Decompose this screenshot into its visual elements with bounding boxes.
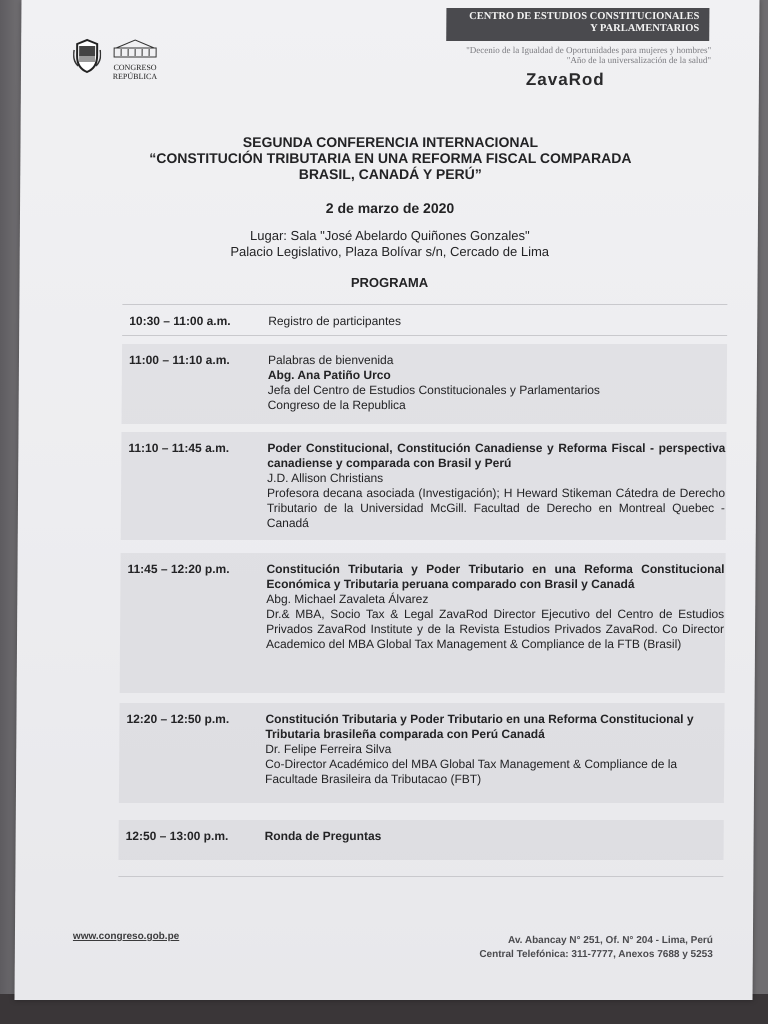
program-time: 12:50 – 13:00 p.m.	[125, 829, 229, 843]
document-page	[15, 0, 760, 1000]
session-title: Constitución Tributaria y Poder Tributario en una Reforma Constitucional y Tributaria brasileña comparada con Perú Canadá	[265, 712, 694, 741]
conference-title	[110, 134, 670, 182]
title-line3: BRASIL, CANADÁ Y PERÚ”	[298, 166, 482, 182]
program-line: Jefa del Centro de Estudios Constitucionales y Parlamentarios	[267, 383, 601, 397]
decenio-line2: "Año de la universalización de la salud"	[566, 55, 712, 65]
cecp-line1: CENTRO DE ESTUDIOS CONSTITUCIONALES	[469, 11, 700, 22]
program-row	[122, 305, 727, 333]
decenio-line1: "Decenio de la Igualdad de Oportunidades para mujeres y hombres"	[466, 45, 712, 55]
program-time: 10:30 – 11:00 a.m.	[129, 314, 231, 328]
footer-contact	[415, 934, 713, 962]
divider	[118, 876, 723, 877]
programa-heading: PROGRAMA	[350, 275, 429, 290]
program-details	[265, 712, 724, 787]
speaker-bio: Co-Director Académico del MBA Global Tax Management & Compliance de la Facultade Brasileira da Tributacao (FBT)	[265, 757, 678, 786]
program-line: Palabras de bienvenida	[267, 353, 394, 367]
footer-phone: Central Telefónica: 311-7777, Anexos 7688 y 5253	[479, 949, 713, 960]
speaker-name: Abg. Michael Zavaleta Álvarez	[266, 592, 429, 606]
zavarod-logo: ZavaRod	[525, 70, 605, 89]
program-row	[121, 432, 727, 540]
congreso-website-link[interactable]: www.congreso.gob.pe	[72, 931, 180, 942]
program-details	[268, 353, 726, 413]
program-row	[119, 703, 725, 803]
cecp-line2: Y PARLAMENTARIOS	[590, 23, 700, 34]
congreso-logo	[107, 38, 163, 81]
program-line: Registro de participantes	[268, 314, 402, 328]
session-title: Constitución Tributaria y Poder Tributario en una Reforma Constitucional Económica y Tributaria peruana comparado con Brasil y Canadá	[266, 562, 725, 591]
program-time: 12:20 – 12:50 p.m.	[126, 712, 230, 726]
program-details	[266, 562, 725, 652]
program-row	[118, 820, 723, 860]
peru-coat-of-arms-icon	[73, 38, 101, 74]
title-line1: SEGUNDA CONFERENCIA INTERNACIONAL	[242, 134, 539, 150]
program-details	[267, 441, 726, 531]
title-line2: “CONSTITUCIÓN TRIBUTARIA EN UNA REFORMA FISCAL COMPARADA	[149, 150, 632, 166]
program-row	[120, 553, 726, 693]
speaker-name: J.D. Allison Christians	[267, 471, 384, 485]
speaker-bio: Profesora decana asociada (Investigación); H Heward Stikeman Cátedra de Derecho Tributario de la Universidad McGill. Facultad de Derecho en Montreal Quebec - Canadá	[266, 486, 726, 530]
program-time: 11:10 – 11:45 a.m.	[128, 441, 230, 455]
program-row	[122, 344, 728, 424]
footer-address: Av. Abancay N° 251, Of. N° 204 - Lima, Perú	[507, 935, 713, 946]
program-details	[265, 829, 723, 844]
program-line: Congreso de la Republica	[267, 398, 406, 412]
divider	[122, 335, 727, 336]
program-time: 11:00 – 11:10 a.m.	[128, 353, 230, 367]
location-line1: Lugar: Sala "José Abelardo Quiñones Gonzales"	[250, 228, 530, 243]
program-details	[268, 314, 726, 329]
congreso-building-icon	[112, 38, 158, 58]
session-title: Ronda de Preguntas	[264, 829, 382, 843]
location-line2: Palacio Legislativo, Plaza Bolívar s/n, Cercado de Lima	[230, 244, 550, 259]
session-title: Poder Constitucional, Constitución Canadiense y Reforma Fiscal - perspectiva canadiense y comparada con Brasil y Perú	[267, 441, 726, 470]
program-time: 11:45 – 12:20 p.m.	[127, 562, 230, 576]
event-location	[110, 228, 670, 260]
speaker-name: Dr. Felipe Ferreira Silva	[265, 742, 392, 756]
event-date: 2 de marzo de 2020	[325, 200, 455, 216]
speaker-name: Abg. Ana Patiño Urco	[267, 368, 391, 382]
republica-word: REPÚBLICA	[112, 72, 158, 81]
decenio-slogan	[381, 45, 711, 65]
congreso-word: CONGRESO	[113, 63, 157, 72]
cecp-header-bar	[446, 8, 709, 41]
speaker-bio: Dr.& MBA, Socio Tax & Legal ZavaRod Director Ejecutivo del Centro de Estudios Privados ZavaRod Institute y de la Revista Estudios Privados ZavaRod. Co Director Academico del MBA Global Tax Management & Compliance de la FTB (Brasil)	[265, 607, 725, 651]
